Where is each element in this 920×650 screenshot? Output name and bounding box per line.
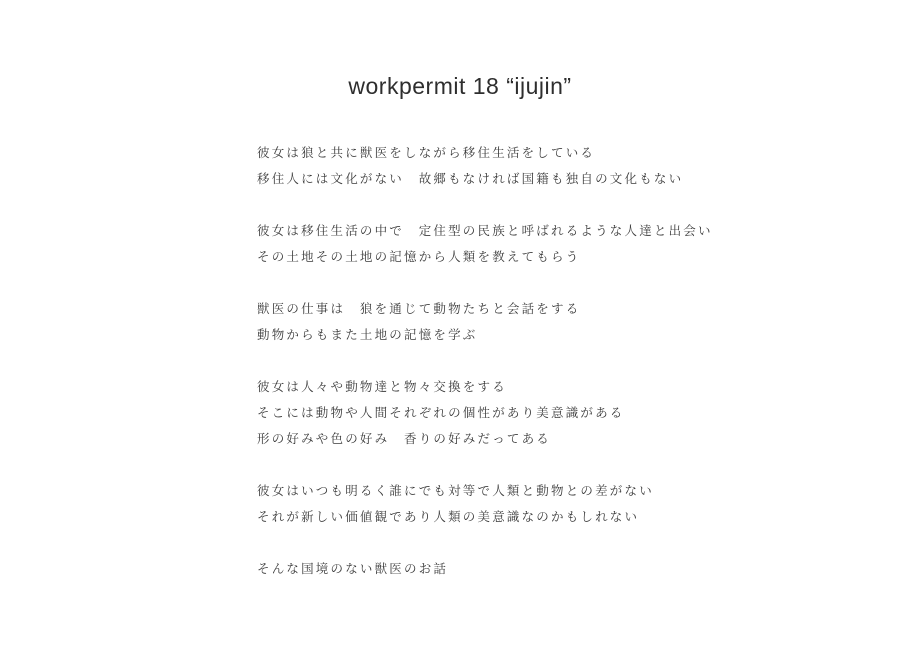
text-line: 動物からもまた土地の記憶を学ぶ — [257, 328, 478, 342]
text-line: そこには動物や人間それぞれの個性があり美意識がある — [257, 406, 625, 420]
paragraph-3 — [257, 296, 713, 348]
text-line: そんな国境のない獣医のお話 — [257, 562, 449, 576]
text-line: 形の好みや色の好み 香りの好みだってある — [257, 432, 552, 446]
paragraph-1 — [257, 140, 713, 192]
text-line: その土地その土地の記憶から人類を教えてもらう — [257, 250, 581, 264]
text-body — [257, 140, 713, 582]
text-line: 移住人には文化がない 故郷もなければ国籍も独自の文化もない — [257, 172, 684, 186]
text-line: 彼女は移住生活の中で 定住型の民族と呼ばれるような人達と出会い — [257, 224, 713, 238]
text-line: 彼女は人々や動物達と物々交換をする — [257, 380, 507, 394]
paragraph-4 — [257, 374, 713, 452]
text-line: それが新しい価値観であり人類の美意識なのかもしれない — [257, 510, 640, 524]
paragraph-2 — [257, 218, 713, 270]
text-line: 彼女は狼と共に獣医をしながら移住生活をしている — [257, 146, 596, 160]
page-title: workpermit 18 “ijujin” — [348, 73, 572, 100]
paragraph-5 — [257, 478, 713, 530]
text-line: 彼女はいつも明るく誰にでも対等で人類と動物との差がない — [257, 484, 654, 498]
paragraph-6 — [257, 556, 713, 582]
text-line: 獣医の仕事は 狼を通じて動物たちと会話をする — [257, 302, 581, 316]
